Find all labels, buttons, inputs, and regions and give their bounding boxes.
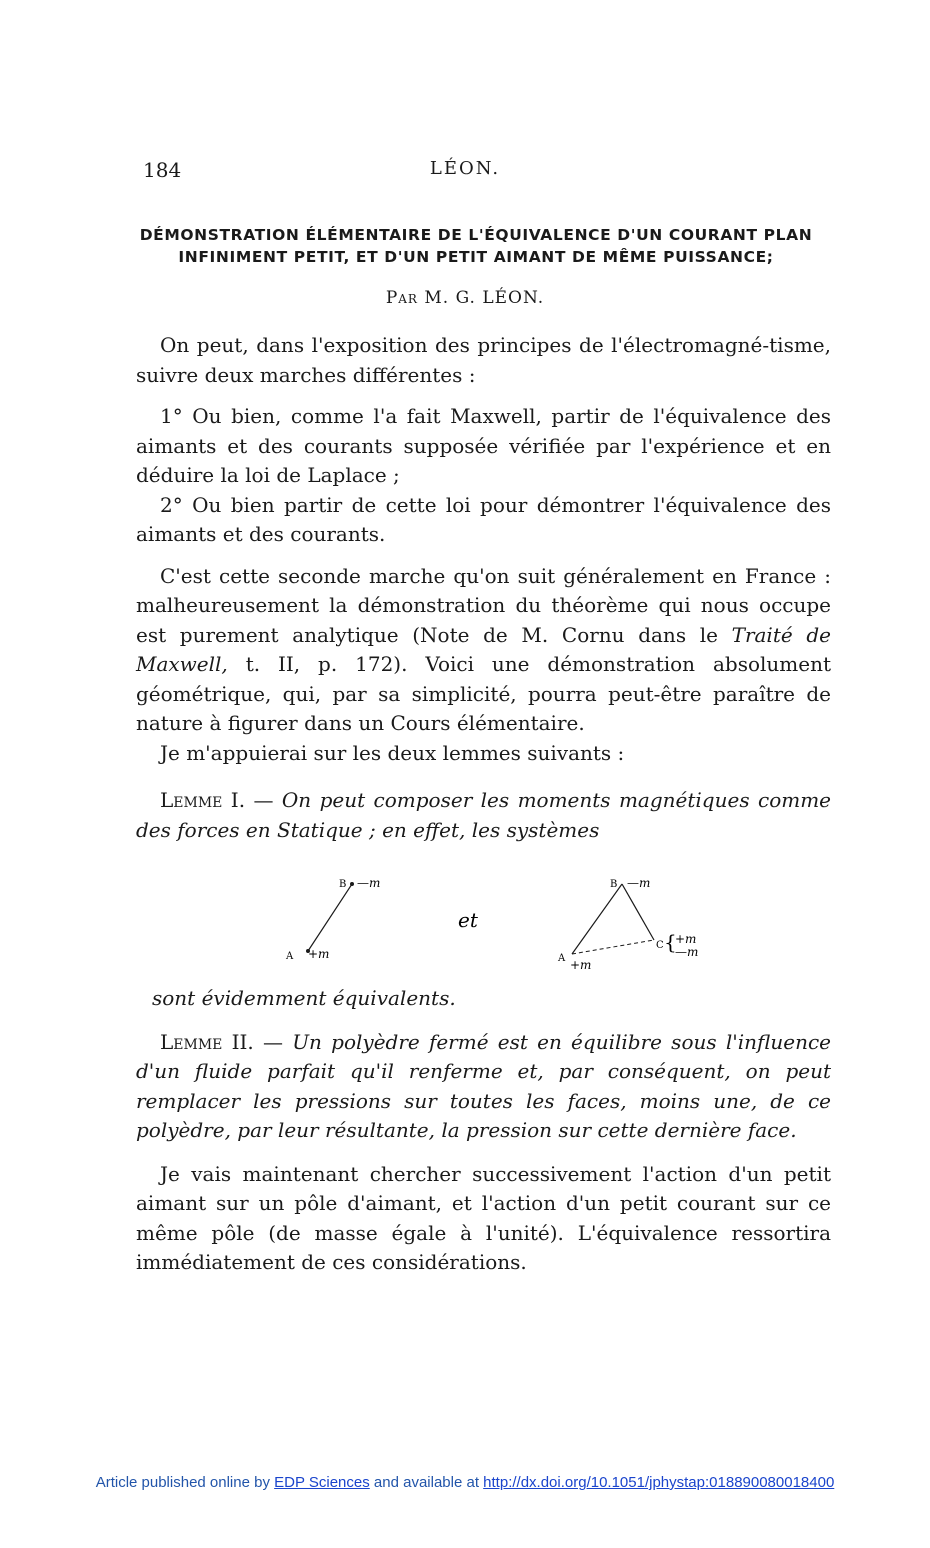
magnet-segment-ab <box>308 884 352 951</box>
author-line <box>0 288 930 308</box>
paragraph-4 <box>136 562 831 739</box>
lemma-1-dash: — <box>245 788 282 812</box>
paragraph-3: 2° Ou bien partir de cette loi pour démontrer l'équivalence des aimants et des courants. <box>136 492 831 546</box>
mass-a-left: +m <box>308 947 330 961</box>
doi-link[interactable]: http://dx.doi.org/10.1051/jphystap:018890080018400 <box>483 1474 835 1491</box>
lemma-figure <box>270 868 740 983</box>
segment-bc <box>622 884 654 940</box>
mass-a-right: +m <box>570 958 592 972</box>
lemma-2 <box>136 1028 831 1146</box>
label-b-left: B <box>339 879 347 890</box>
lemma-block <box>136 984 831 1278</box>
intro-block <box>136 331 831 845</box>
brace-c: { <box>664 930 677 954</box>
lemma-2-dash: — <box>253 1029 293 1054</box>
paragraph-5: Je m'appuierai sur les deux lemmes suivants : <box>160 740 625 765</box>
page-number: 184 <box>143 158 182 182</box>
lemma-2-text: Un polyèdre fermé est en équilibre sous l'influence d'un fluide parfait qu'il renferme et, par conséquent, on peut remplacer les pressions sur toutes les faces, moins une, de ce polyèdre, par leur résultante, la pression sur cette dernière face. <box>136 1029 831 1142</box>
lemma-2-label: Lemme II. <box>160 1029 254 1054</box>
footer-prefix: Article published online by <box>95 1474 275 1491</box>
label-a-right: A <box>558 953 566 964</box>
title-line-2: INFINIMENT PETIT, ET D'UN PETIT AIMANT DE MÊME PUISSANCE; <box>178 248 774 266</box>
footer-middle: and available at <box>369 1474 484 1491</box>
paragraph-4-a: C'est cette seconde marche qu'on suit généralement en France : malheureusement la démonstration du théorème qui nous occupe est purement analytique (Note de M. Cornu dans le <box>136 563 831 647</box>
label-b-right: B <box>610 879 618 890</box>
paragraph-2: 1° Ou bien, comme l'a fait Maxwell, partir de l'équivalence des aimants et des courants supposée vérifiée par l'expérience et en déduire la loi de Laplace ; <box>136 404 831 487</box>
label-a-left: A <box>286 951 294 962</box>
paragraph-1: On peut, dans l'exposition des principes de l'électromagné-tisme, suivre deux marches différentes : <box>136 333 831 387</box>
title-line-1: DÉMONSTRATION ÉLÉMENTAIRE DE L'ÉQUIVALENCE D'UN COURANT PLAN <box>139 226 813 244</box>
footer <box>0 1474 930 1491</box>
mass-b-left: —m <box>357 876 381 890</box>
segment-ba <box>572 884 622 954</box>
article-title <box>120 224 832 268</box>
pole-b-dot <box>350 882 354 886</box>
paragraph-4-b: t. II, p. 172). Voici une démonstration absolument géométrique, qui, par sa simplicité, pourra peut-être paraître de nature à figurer dans un Cours élémentaire. <box>136 652 831 735</box>
author-prefix: Par <box>385 288 418 308</box>
figure-right-system <box>557 876 698 972</box>
label-c-right: C <box>656 940 664 951</box>
final-paragraph: Je vais maintenant chercher successivement l'action d'un petit aimant sur un pôle d'aimant, et l'action d'un petit courant sur ce même pôle (de masse égale à l'unité). L'équivalence ressortira immédiatement de ces considérations. <box>136 1161 831 1274</box>
mass-c-plus: +m <box>675 932 697 946</box>
after-figure-text: sont évidemment équivalents. <box>152 986 456 1010</box>
lemma-1 <box>136 786 831 845</box>
author-name: M. G. LÉON. <box>424 288 545 308</box>
lemma-1-label: Lemme I. <box>160 788 246 812</box>
publisher-link[interactable]: EDP Sciences <box>274 1474 370 1491</box>
mass-c-minus: —m <box>675 945 699 959</box>
citation-title: Traité de Maxwell, <box>136 622 831 676</box>
segment-ac-dashed <box>572 940 654 954</box>
mass-b-right: —m <box>627 876 651 890</box>
connector-et: et <box>458 908 478 932</box>
figure-left-system <box>285 876 380 962</box>
running-head: LÉON. <box>429 158 501 179</box>
lemma-1-text: On peut composer les moments magnétiques comme des forces en Statique ; en effet, les systèmes <box>136 788 831 842</box>
